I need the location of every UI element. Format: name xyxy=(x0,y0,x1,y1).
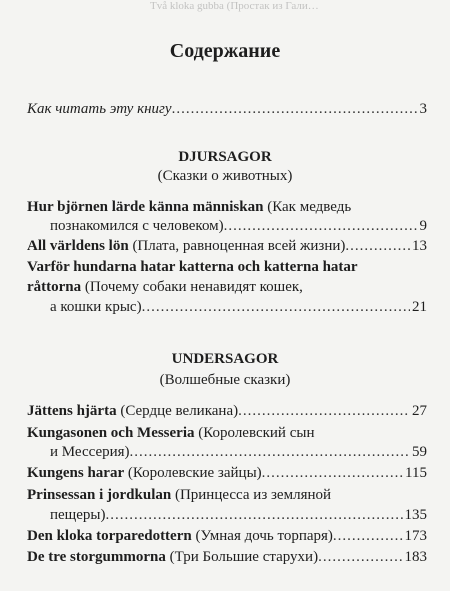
toc-entry-line[interactable] xyxy=(50,298,427,317)
bleed-through-text xyxy=(150,0,450,40)
toc-entry[interactable] xyxy=(27,464,427,483)
section-heading: DJURSAGOR xyxy=(178,149,272,165)
entry-title-ru: (Королевские зайцы) xyxy=(124,465,262,481)
leader-dots xyxy=(345,237,410,256)
entry-title-ru: познакомился с человеком) xyxy=(50,218,224,234)
toc-entry-line[interactable] xyxy=(50,506,427,525)
entry-title-ru: (Плата, равноценная всей жизни) xyxy=(128,238,346,254)
leader-dots xyxy=(142,298,410,317)
entry-title-sv: All världens lön xyxy=(27,238,129,254)
entry-title-sv: Kungens harar xyxy=(27,465,125,481)
leader-dots xyxy=(238,402,410,421)
entry-title-sv: Den kloka torparedottern xyxy=(27,528,192,544)
toc-entry[interactable] xyxy=(27,527,427,546)
page-number: 173 xyxy=(404,528,427,544)
entry-title-sv: Kungasonen och Messeria xyxy=(27,425,195,441)
toc-entry-intro[interactable] xyxy=(27,100,427,119)
page-number: 13 xyxy=(412,238,427,254)
toc-entry-line[interactable] xyxy=(27,424,314,443)
entry-title-sv: råttorna xyxy=(27,279,82,295)
entry-title-ru: (Королевский сын xyxy=(194,425,315,441)
entry-title-sv: Prinsessan i jordkulan xyxy=(27,487,172,503)
entry-title-ru: (Почему собаки ненавидят кошек, xyxy=(81,279,303,295)
page-number: 115 xyxy=(405,465,427,481)
bleed-line: Två kloka gubba (Простак из Гали… xyxy=(150,0,319,12)
entry-title-sv: Varför hundarna hatar katterna och katterna hatar xyxy=(27,259,358,275)
leader-dots xyxy=(318,548,402,567)
leader-dots xyxy=(105,506,402,525)
entry-title-sv: Hur björnen lärde känna människan xyxy=(27,199,264,215)
entry-title-sv: De tre storgummorna xyxy=(27,549,166,565)
page-number: 3 xyxy=(419,101,427,117)
entry-title-ru: (Сердце великана) xyxy=(116,403,239,419)
entry-title-sv: Jättens hjärta xyxy=(27,403,117,419)
entry-title-ru: а кошки крыс) xyxy=(50,299,142,315)
page-number: 9 xyxy=(419,218,427,234)
page-number: 59 xyxy=(412,444,427,460)
section-subheading: (Волшебные сказки) xyxy=(159,372,291,388)
leader-dots xyxy=(224,217,418,236)
leader-dots xyxy=(172,100,418,119)
entry-title-ru: (Как медведь xyxy=(263,199,352,215)
toc-entry-line[interactable] xyxy=(27,278,303,297)
page-number: 135 xyxy=(404,507,427,523)
section-subheading: (Сказки о животных) xyxy=(157,168,293,184)
leader-dots xyxy=(333,527,403,546)
toc-entry[interactable] xyxy=(27,402,427,421)
page-number: 27 xyxy=(412,403,427,419)
toc-entry-line[interactable] xyxy=(50,443,427,462)
entry-title-ru: (Принцесса из земляной xyxy=(171,487,332,503)
section-heading: UNDERSAGOR xyxy=(171,351,279,367)
toc-entry-title: Как читать эту книгу xyxy=(27,101,172,117)
entry-title-ru: (Три Большие старухи) xyxy=(165,549,319,565)
toc-entry-line[interactable] xyxy=(27,198,351,217)
entry-title-ru: пещеры) xyxy=(50,507,106,523)
page-number: 21 xyxy=(412,299,427,315)
toc-entry[interactable] xyxy=(27,548,427,567)
page-number: 183 xyxy=(404,549,427,565)
toc-entry-line[interactable] xyxy=(50,217,427,236)
page-title: Содержание xyxy=(169,40,281,62)
toc-entry[interactable] xyxy=(27,237,427,256)
leader-dots xyxy=(262,464,403,483)
entry-title-ru: (Умная дочь торпаря) xyxy=(191,528,333,544)
entry-title-ru: и Мессерия) xyxy=(50,444,130,460)
toc-entry-line[interactable] xyxy=(27,486,331,505)
toc-entry-line[interactable] xyxy=(27,258,358,277)
leader-dots xyxy=(130,443,410,462)
